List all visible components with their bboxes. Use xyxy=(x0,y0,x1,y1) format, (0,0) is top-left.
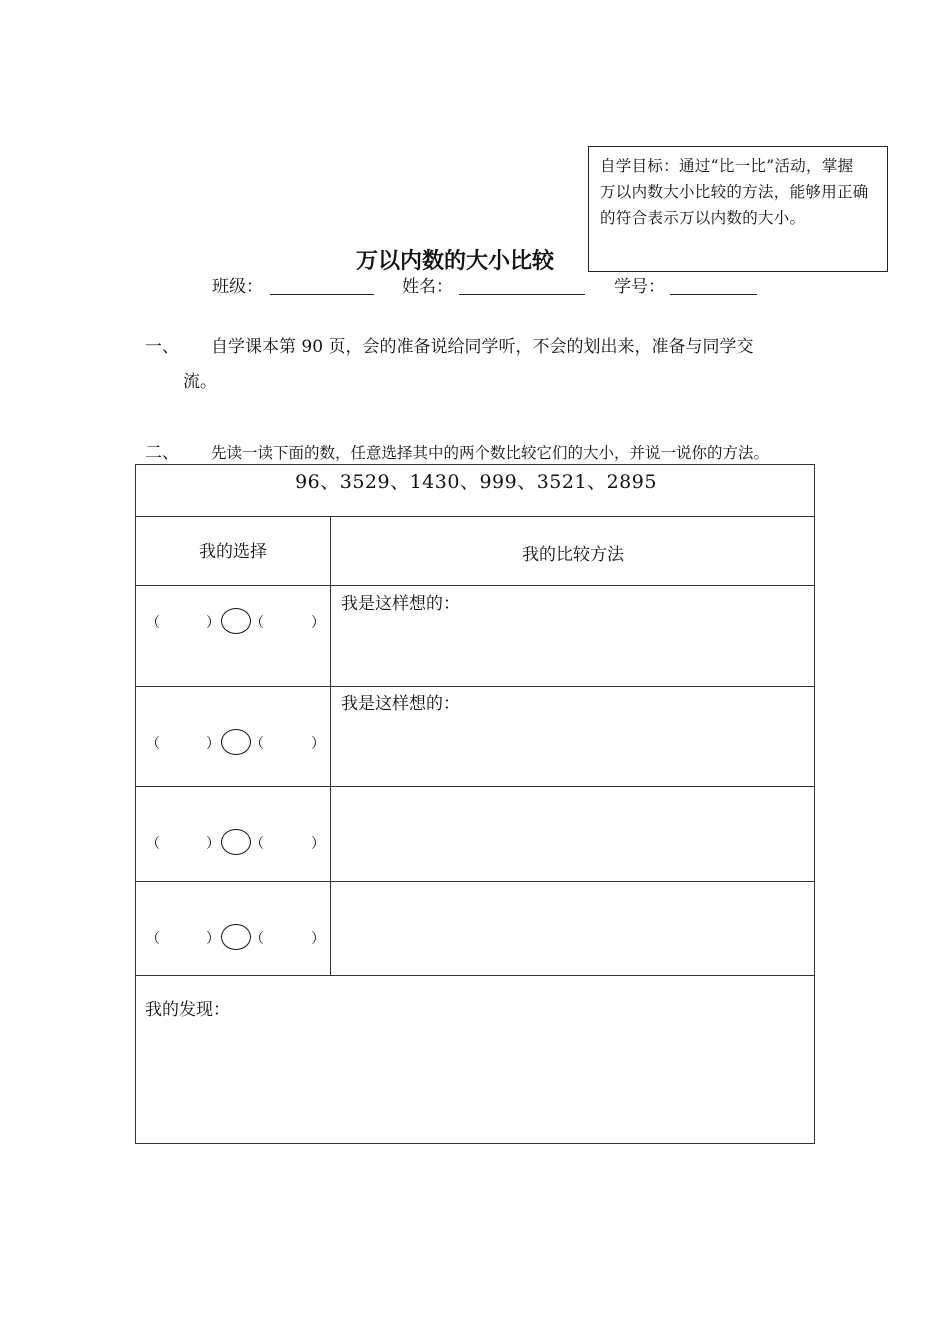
my-method-header: 我的比较方法 xyxy=(522,545,624,565)
comparison-choice-row[interactable] xyxy=(136,924,330,954)
class-label: 班级： xyxy=(212,277,263,297)
number-list: 96、3529、1430、999、3521、2895 xyxy=(295,471,657,493)
right-paren: ） xyxy=(206,615,220,631)
comparison-table xyxy=(135,464,815,1144)
section-one-text-line1: 自学课本第 90 页，会的准备说给同学听，不会的划出来，准备与同学交 xyxy=(211,337,754,357)
left-paren: （ xyxy=(146,736,160,752)
right-paren: ） xyxy=(206,836,220,852)
left-paren: （ xyxy=(146,836,160,852)
student-info-row xyxy=(0,274,950,300)
name-label: 姓名： xyxy=(402,277,453,297)
page-title: 万以内数的大小比较 xyxy=(355,249,554,274)
section-two-text: 先读一读下面的数，任意选择其中的两个数比较它们的大小，并说一说你的方法。 xyxy=(211,444,770,462)
class-field[interactable] xyxy=(270,294,374,295)
right-paren: ） xyxy=(311,736,325,752)
left-paren: （ xyxy=(250,931,264,947)
section-one xyxy=(145,330,845,400)
left-paren: （ xyxy=(250,615,264,631)
comparison-choice-row[interactable] xyxy=(136,829,330,859)
my-discovery-label: 我的发现： xyxy=(145,1000,230,1020)
comparison-choice-row[interactable] xyxy=(136,729,330,759)
right-paren: ） xyxy=(311,836,325,852)
goal-line-2: 万以内数大小比较的方法，能够用正确 xyxy=(600,183,869,201)
row-divider xyxy=(136,686,814,687)
row-divider xyxy=(136,585,814,586)
name-field[interactable] xyxy=(459,294,585,295)
comparison-circle[interactable] xyxy=(221,729,251,755)
comparison-choice-row[interactable] xyxy=(136,608,330,638)
think-label: 我是这样想的： xyxy=(341,594,460,614)
row-divider xyxy=(136,516,814,517)
my-choice-header: 我的选择 xyxy=(199,542,267,562)
row-divider xyxy=(136,975,814,976)
right-paren: ） xyxy=(311,931,325,947)
section-one-text-line2: 流。 xyxy=(183,372,217,392)
section-two xyxy=(145,436,845,466)
goal-line-1: 自学目标：通过“比一比”活动，掌握 xyxy=(600,157,854,175)
right-paren: ） xyxy=(206,931,220,947)
student-id-field[interactable] xyxy=(670,294,757,295)
left-paren: （ xyxy=(250,836,264,852)
row-divider xyxy=(136,881,814,882)
comparison-circle[interactable] xyxy=(221,608,251,634)
left-paren: （ xyxy=(146,615,160,631)
comparison-circle[interactable] xyxy=(221,829,251,855)
section-two-number: 二、 xyxy=(145,443,179,463)
goal-line-3: 的符合表示万以内数的大小。 xyxy=(600,209,806,227)
row-divider xyxy=(136,786,814,787)
comparison-circle[interactable] xyxy=(221,924,251,950)
think-label: 我是这样想的： xyxy=(341,694,460,714)
left-paren: （ xyxy=(250,736,264,752)
student-id-label: 学号： xyxy=(614,277,665,297)
left-paren: （ xyxy=(146,931,160,947)
section-one-number: 一、 xyxy=(145,337,179,357)
right-paren: ） xyxy=(311,615,325,631)
right-paren: ） xyxy=(206,736,220,752)
